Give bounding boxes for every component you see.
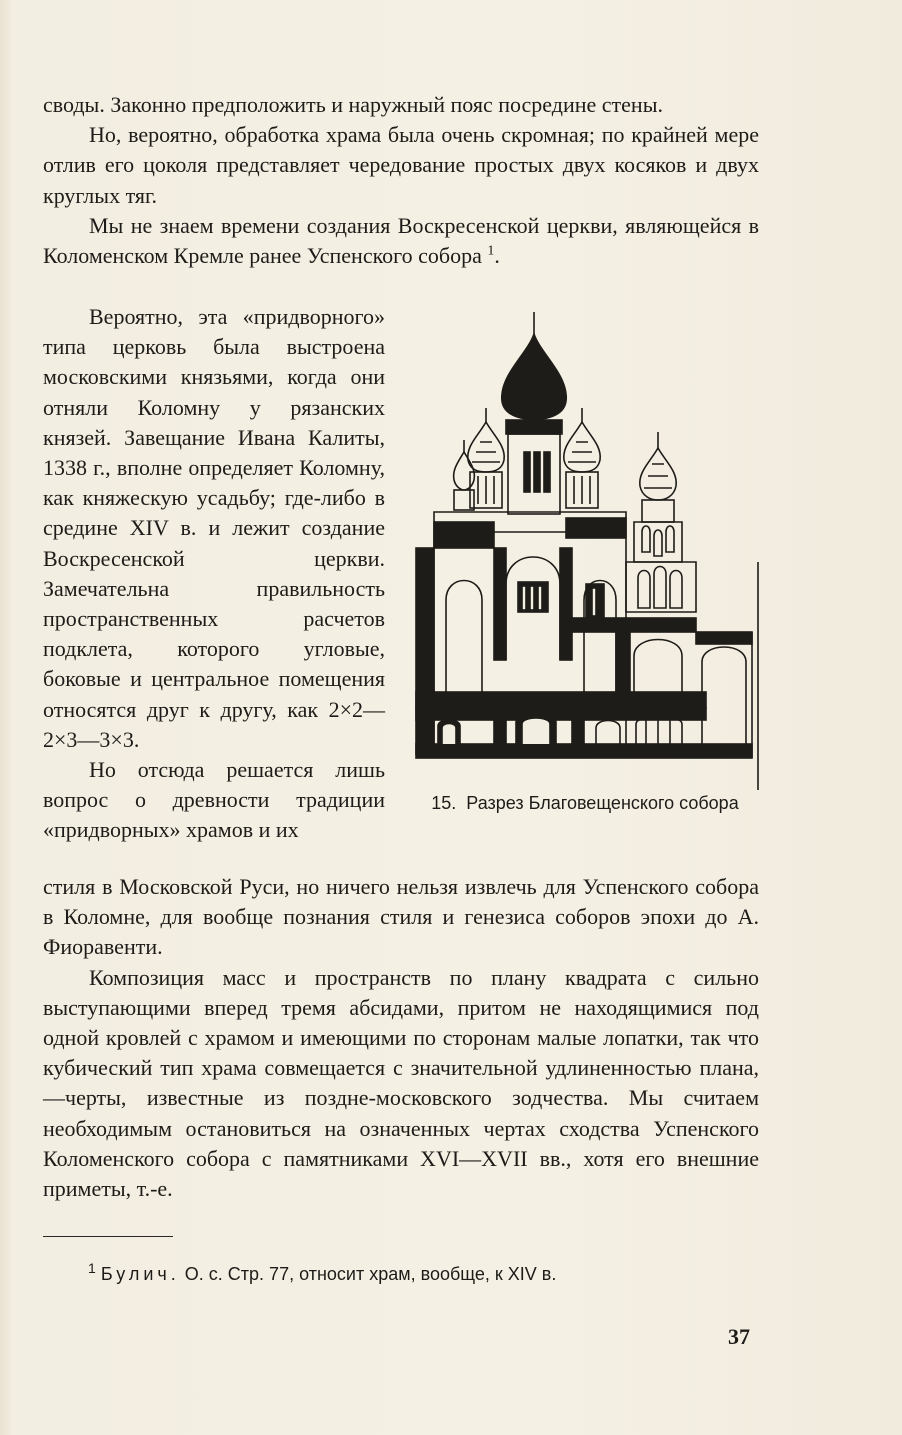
column-paragraph-2-start: Но отсюда решается лишь вопрос о древности традиции «придворных» храмов и их <box>43 757 385 843</box>
paragraph-2: Но, вероятно, обработка храма была очень скромная; по крайней мере отлив его цоколя представляет чередование простых двух косяков и двух круглых тяг. <box>43 122 759 208</box>
footnote-text: О. с. Стр. 77, относит храм, вообще, к XIV в. <box>184 1264 557 1284</box>
text-block-top <box>43 90 759 271</box>
footnote-author: Булич. <box>100 1264 180 1284</box>
column-text <box>43 302 385 846</box>
paragraph-3-tail: . <box>494 243 500 269</box>
paragraph-3-text: Мы не знаем времени создания Воскресенской церкви, являющейся в Коломенском Кремле ранее Успенского собора <box>43 212 759 269</box>
footnote-rule <box>43 1236 173 1237</box>
figure-caption-text: Разрез Благовещенского собора <box>466 793 739 813</box>
figure-caption <box>420 792 750 814</box>
paragraph-1: своды. Законно предположить и наружный пояс посредине стены. <box>43 92 663 117</box>
column-paragraph-1: Вероятно, эта «придворного» типа церковь была выстроена московскими князьями, когда они отняли Коломну у рязанских князей. Завещание Ивана Калиты, 1338 г., вполне определяет Коломну, как княжескую усадьбу; где-либо в средине XIV в. и лежит создание Воскресенской церкви. Замечательна правильность пространственных расчетов подклета, которого угловые, боковые и центральное помещения относятся друг к другу, как 2×2—2×3—3×3. <box>43 304 385 752</box>
paragraph-4: стиля в Московской Руси, но ничего нельзя извлечь для Успенского собора в Коломне, для вообще познания стиля и генезиса соборов эпохи до А. Фиоравенти. <box>43 874 759 960</box>
cathedral-section-drawing <box>406 312 768 790</box>
page-number: 37 <box>728 1324 750 1349</box>
footnote-ref: 1 <box>487 243 495 259</box>
footnote <box>88 1262 768 1286</box>
paragraph-5: Композиция масс и пространств по плану квадрата с сильно выступающими вперед тремя абсидами, притом не находящимися под одной кровлей с храмом и имеющими по сторонам малые лопатки, так что кубический тип храма совмещается с значительной удлиненностью плана,—черты, известные из поздне-московского зодчества. Мы считаем необходимым остановиться на означенных чертах сходства Успенского Коломенского собора с памятниками XVI—XVII вв., хотя его внешние приметы, т.-е. <box>43 964 759 1202</box>
text-block-bottom <box>43 872 759 1204</box>
paragraph-3 <box>43 211 759 271</box>
footnote-mark: 1 <box>88 1260 96 1276</box>
figure-number: 15. <box>431 793 457 813</box>
